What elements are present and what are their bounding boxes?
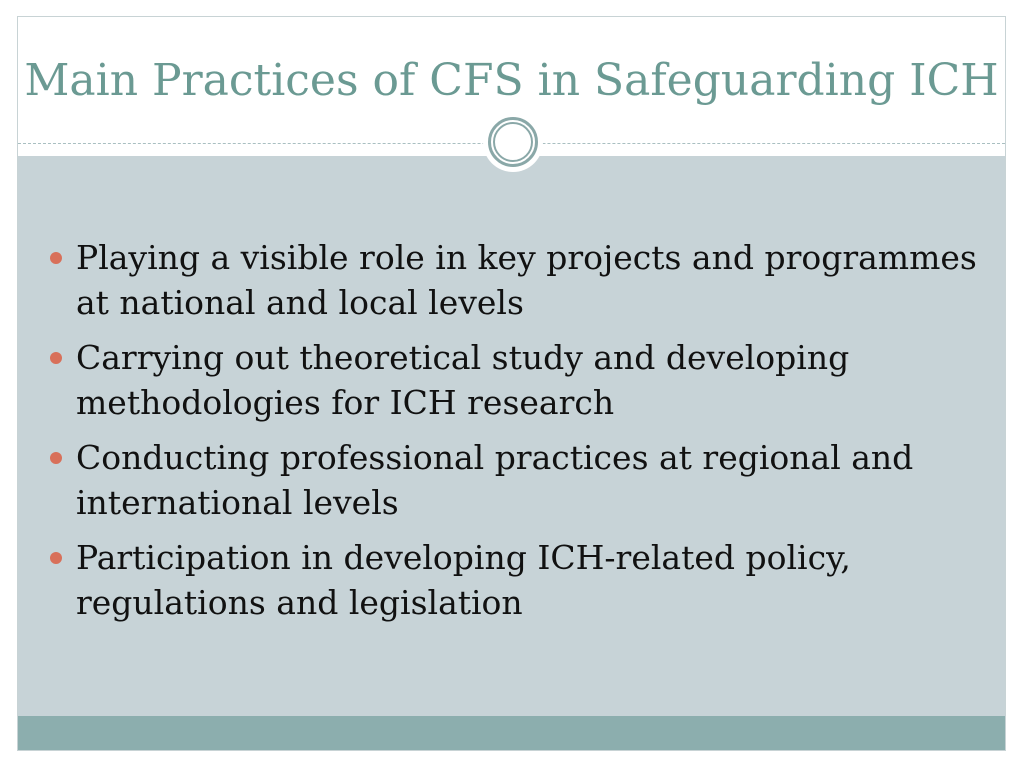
bullet-dot-icon: [50, 252, 62, 264]
bullet-text: Participation in developing ICH-related policy, regulations and legislation: [76, 538, 851, 622]
bullet-text: Conducting professional practices at regional and international levels: [76, 438, 914, 522]
slide-title: Main Practices of CFS in Safeguarding ICH: [24, 55, 999, 106]
bullet-dot-icon: [50, 352, 62, 364]
bullet-item: [48, 235, 988, 325]
footer-bar: [18, 716, 1005, 751]
bullet-dot-icon: [50, 452, 62, 464]
slide: [17, 16, 1006, 751]
bullet-item: [48, 435, 988, 525]
bullet-text: Carrying out theoretical study and developing methodologies for ICH research: [76, 338, 850, 422]
circle-ornament-inner: [493, 122, 533, 162]
bullet-item: [48, 335, 988, 425]
bullet-list: [48, 235, 988, 635]
bullet-dot-icon: [50, 552, 62, 564]
bullet-text: Playing a visible role in key projects and programmes at national and local levels: [76, 238, 977, 322]
bullet-item: [48, 535, 988, 625]
